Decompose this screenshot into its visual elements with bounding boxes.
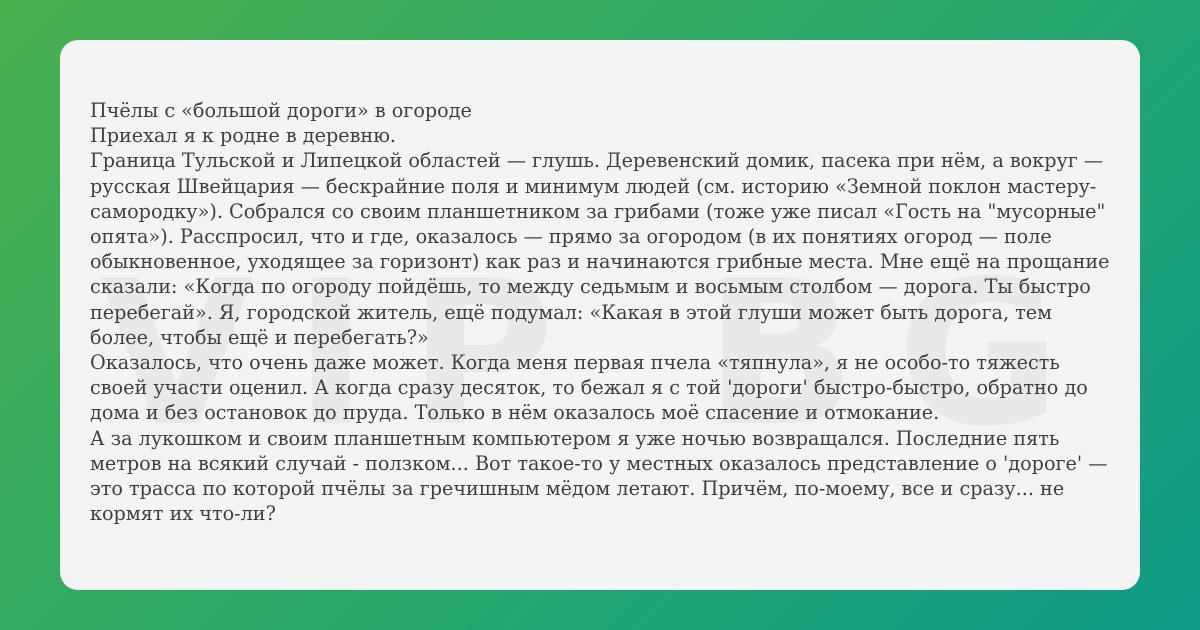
- story-paragraph: Граница Тульской и Липецкой областей — глушь. Деревенский домик, пасека при нём, а вокруг — русская Швейцария — бескрайние поля и минимум людей (см. историю «Земной поклон мастеру-самородку»). Собрался со своим планшетником за грибами (тоже уже писал «Гость на "мусорные" опята»). Расспросил, что и где, оказалось — прямо за огородом (в их понятиях огород — поле обыкновенное, уходящее за горизонт) как раз и начинаются грибные места. Мне ещё на прощание сказали: «Когда по огороду пойдёшь, то между седьмым и восьмым столбом — дорога. Ты быстро перебегай». Я, городской житель, ещё подумал: «Какая в этой глуши может быть дорога, тем более, чтобы ещё и перебегать?»: [90, 149, 1110, 349]
- story-paragraph: Приехал я к родне в деревню.: [90, 124, 396, 148]
- story-paragraph: Оказалось, что очень даже может. Когда меня первая пчела «тяпнула», я не особо-то тяжесть своей участи оценил. А когда сразу десяток, то бежал я с той 'дороги' быстро-быстро, обратно до дома и без остановок до пруда. Только в нём оказалось моё спасение и отмокание.: [90, 351, 1088, 425]
- story-paragraph: А за лукошком и своим планшетным компьютером я уже ночью возвращался. Последние пять метров на всякий случай - ползком... Вот такое-то у местных оказалось представление о 'дороге' — это трасса по которой пчёлы за гречишным мёдом летают. Причём, по-моему, все и сразу... не кормят их что-ли?: [90, 426, 1108, 526]
- story-content: [90, 98, 1110, 526]
- story-card: [60, 40, 1140, 590]
- story-title: Пчёлы с «большой дороги» в огороде: [90, 99, 472, 122]
